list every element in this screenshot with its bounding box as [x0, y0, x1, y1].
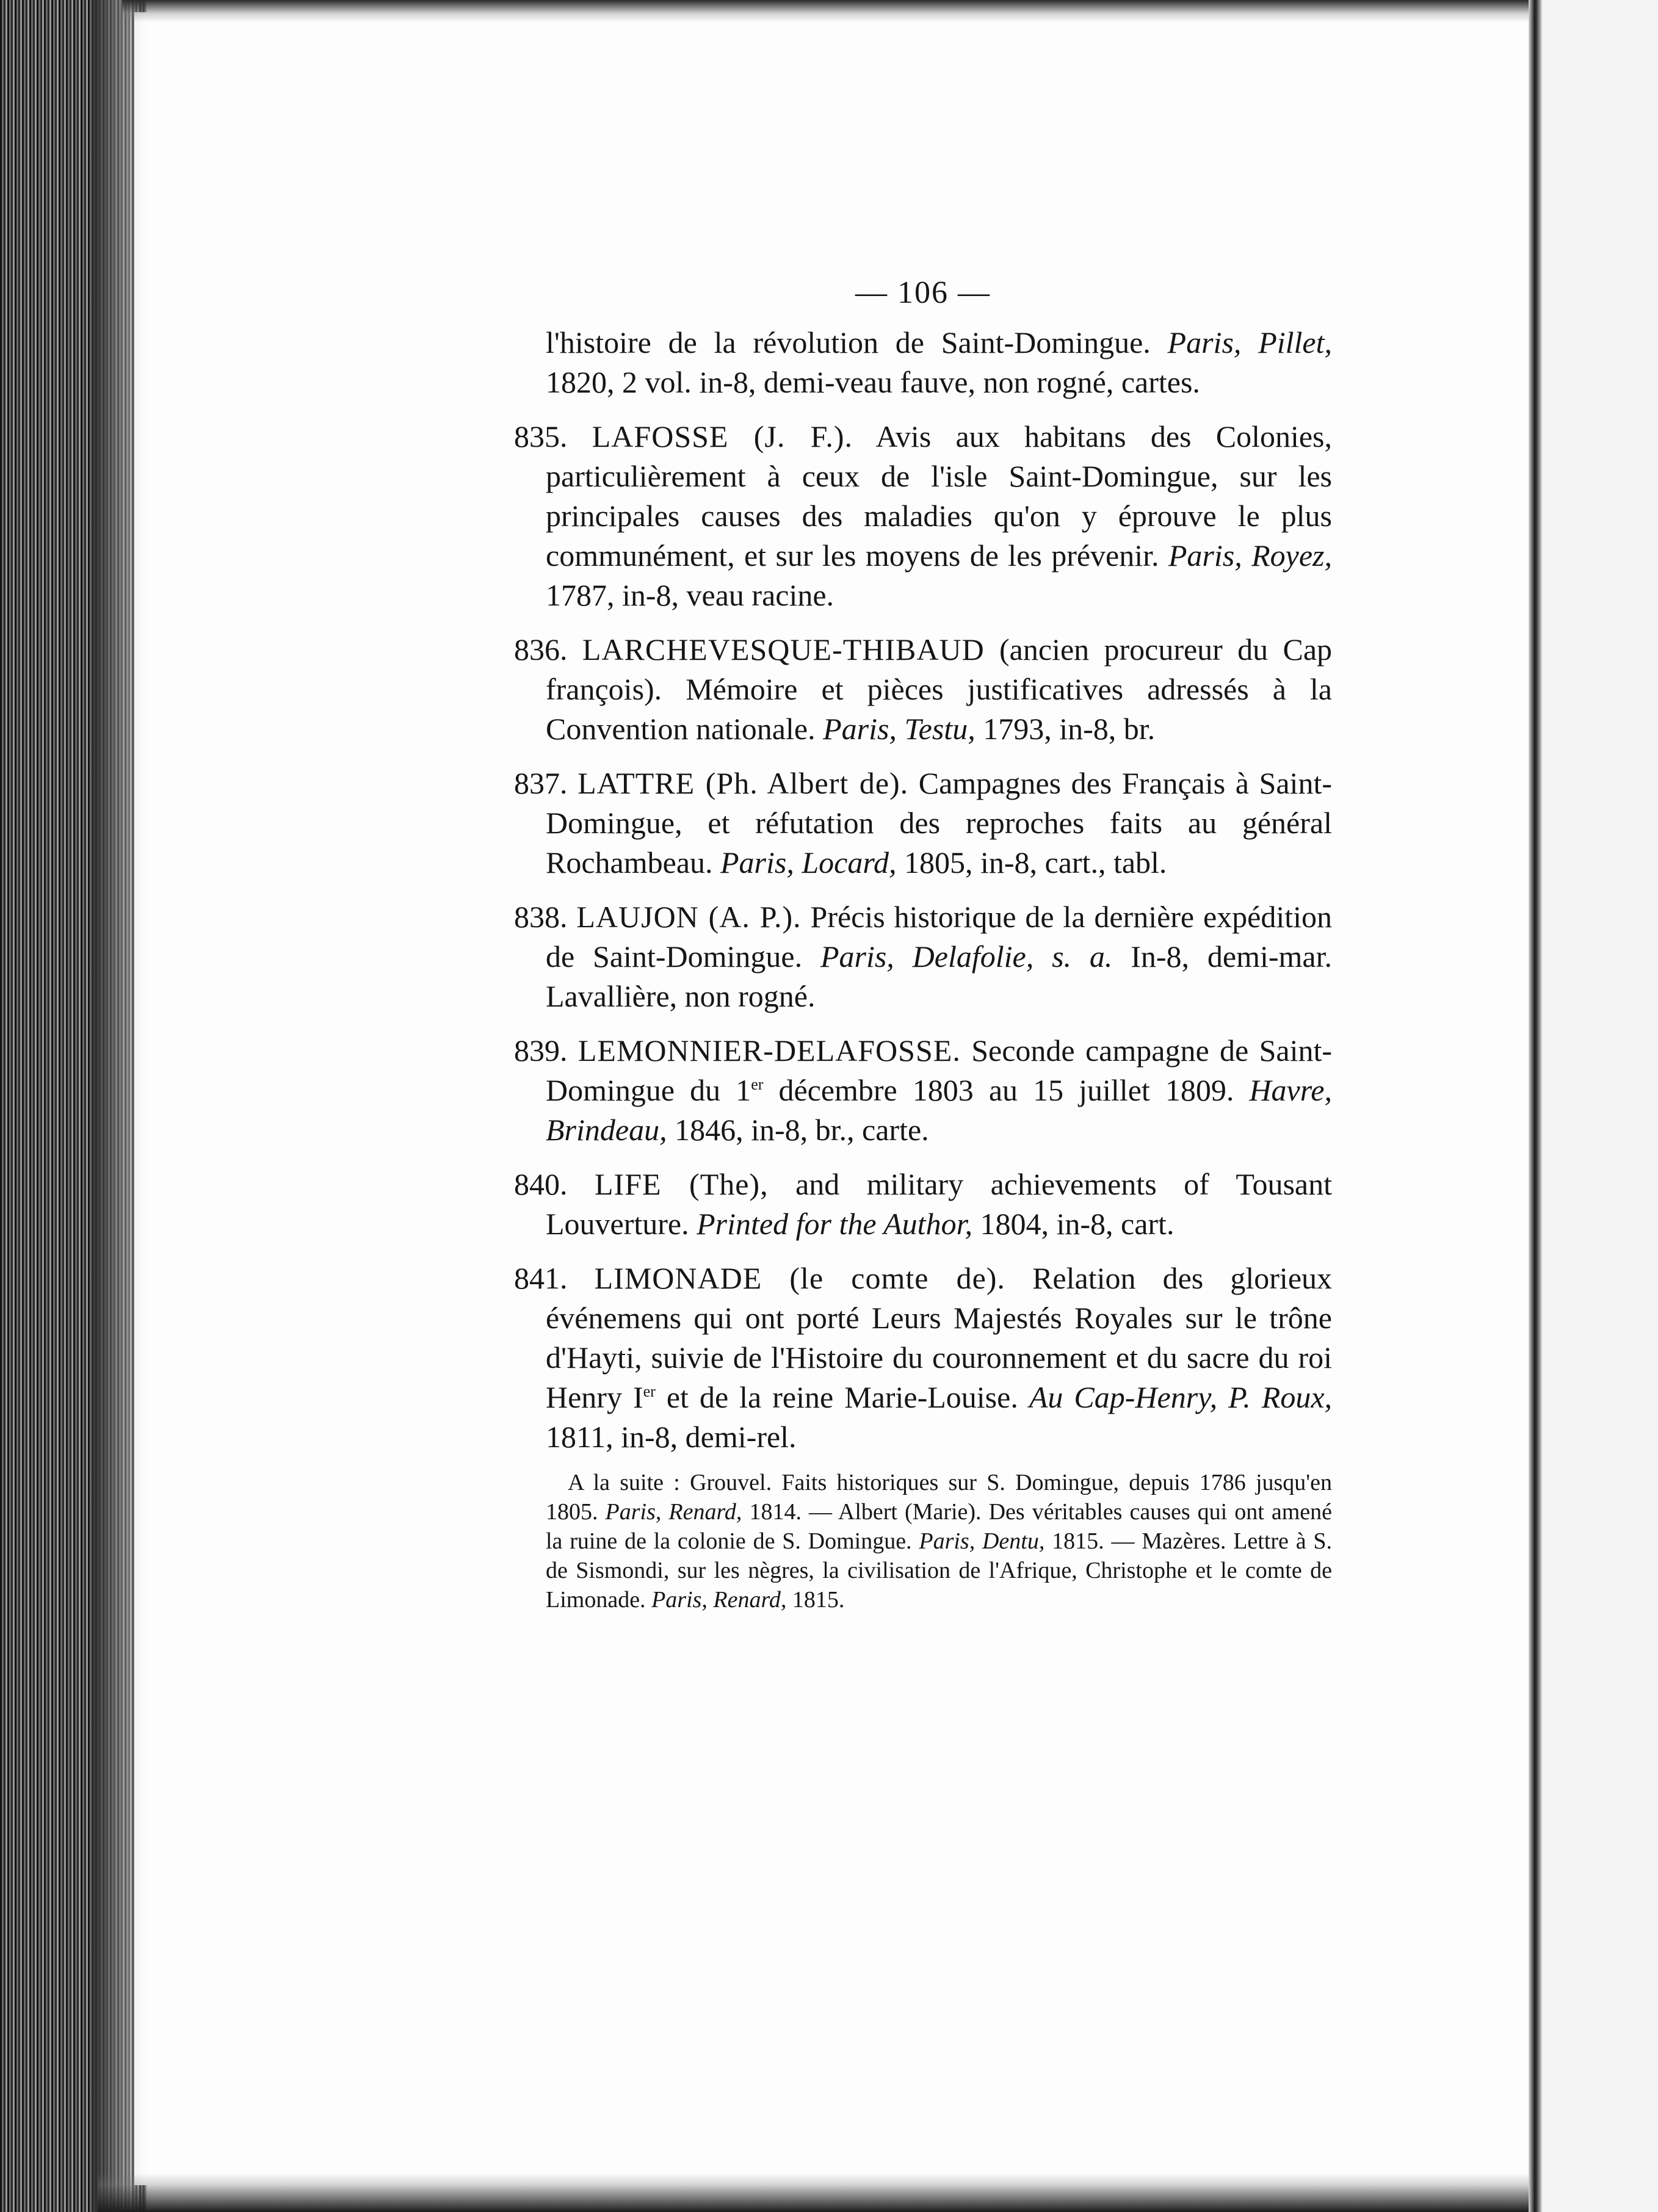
bibliography-entry-839 — [514, 1031, 1332, 1150]
bibliography-entry-840 — [514, 1165, 1332, 1244]
entry-note — [514, 1468, 1332, 1614]
note-imprint-3: Paris, Renard, — [651, 1587, 787, 1613]
entry-number: 841. — [514, 1261, 568, 1295]
superscript-er: er — [751, 1075, 764, 1093]
imprint-publisher: Printed for the Author, — [697, 1207, 972, 1241]
imprint-publisher: Pillet, — [1258, 325, 1332, 360]
note-text-4: 1815. — [792, 1587, 845, 1613]
page-number: — 106 — — [855, 275, 991, 310]
imprint-details: 1811, in-8, demi-rel. — [546, 1420, 797, 1454]
entry-title: and military achievements of Tousant Louverture. — [546, 1167, 1332, 1241]
imprint-publisher: Delafolie, s. a. — [912, 939, 1113, 974]
note-text-1: A la suite : Grouvel. Faits historiques sur S. Domingue, depuis 1786 jusqu'en 1805. — [546, 1470, 1332, 1525]
imprint-city: Havre, — [1249, 1073, 1333, 1107]
entry-title-part-b: décembre 1803 au 15 juillet 1809. — [763, 1073, 1234, 1107]
imprint-publisher: Royez, — [1251, 538, 1333, 573]
imprint-details: In-8, demi-mar. Lavallière, non rogné. — [546, 939, 1333, 1013]
superscript-er: er — [643, 1382, 656, 1400]
imprint-city: Paris, — [1168, 538, 1242, 573]
imprint-city: Paris, — [820, 939, 894, 974]
imprint-details: 1787, in-8, veau racine. — [546, 578, 834, 612]
entry-number: 840. — [514, 1167, 568, 1201]
bibliography-entry-837 — [514, 764, 1332, 883]
imprint-details: 1804, in-8, cart. — [980, 1207, 1175, 1241]
note-imprint-2: Paris, Dentu, — [919, 1528, 1045, 1554]
imprint-details: 1805, in-8, cart., tabl. — [903, 845, 1167, 880]
entry-title-part-a: Seconde campagne de Saint-Domingue du 1 — [546, 1033, 1333, 1107]
book-spine — [1529, 0, 1542, 2212]
note-imprint-1: Paris, Renard, — [605, 1499, 742, 1525]
entry-author: LAUJON (A. P.). — [576, 900, 802, 934]
entry-author: LIMONADE (le comte de). — [594, 1261, 1005, 1295]
imprint-city: Paris, — [720, 845, 794, 880]
continued-entry — [514, 323, 1332, 402]
imprint-city: Au Cap-Henry, — [1029, 1380, 1218, 1414]
entry-author: LIFE (The), — [595, 1167, 769, 1201]
entry-number: 835. — [514, 419, 568, 454]
text-column — [514, 275, 1332, 1638]
bibliography-entry-836 — [514, 630, 1332, 749]
entry-title: Précis historique de la dernière expédition de Saint-Domingue. — [546, 900, 1333, 974]
imprint-publisher: Locard, — [802, 845, 897, 880]
entry-title: Avis aux habitans des Colonies, particulièrement à ceux de l'isle Saint-Domingue, sur les principales causes des maladies qu'on y éprouve le plus communément, et sur les moyens de les prévenir. — [546, 419, 1333, 573]
entry-title: Campagnes des Français à Saint-Domingue, et réfutation des reproches faits au général Rochambeau. — [546, 766, 1332, 880]
page-top-shadow — [122, 0, 1536, 22]
entry-author: LEMONNIER-DELAFOSSE. — [577, 1033, 961, 1068]
entry-author: LAFOSSE (J. F.). — [592, 419, 853, 454]
entry-number: 838. — [514, 900, 568, 934]
entry-number: 839. — [514, 1033, 568, 1068]
page-bottom-shadow — [98, 2173, 1538, 2212]
entry-author: LATTRE (Ph. Albert de). — [577, 766, 909, 800]
imprint-details: 1846, in-8, br., carte. — [675, 1113, 929, 1147]
imprint-publisher: Brindeau, — [546, 1113, 667, 1147]
note-text-2: 1814. — Albert (Marie). Des véritables causes qui ont amené la ruine de la colonie de S. Domingue. — [546, 1499, 1333, 1554]
entry-number: 836. — [514, 632, 568, 667]
imprint-details: 1820, 2 vol. in-8, demi-veau fauve, non rogné, cartes. — [546, 365, 1200, 399]
imprint-city: Paris, — [1167, 325, 1242, 360]
imprint-details: 1793, in-8, br. — [983, 712, 1156, 746]
entry-title: (ancien procureur du Cap françois). Mémoire et pièces justificatives adressés à la Convention nationale. — [546, 632, 1333, 746]
imprint-city: Paris, — [823, 712, 897, 746]
bibliography-entry-838 — [514, 897, 1332, 1016]
entry-author: LARCHEVESQUE-THIBAUD — [582, 632, 985, 667]
continued-text: l'histoire de la révolution de Saint-Domingue. — [546, 325, 1151, 360]
facing-page — [1542, 0, 1658, 2212]
note-text-3: 1815. — Mazères. Lettre à S. de Sismondi, sur les nègres, la civilisation de l'Afrique, Christophe et le comte de Limonade. — [546, 1528, 1332, 1613]
entry-title-part-b: et de la reine Marie-Louise. — [655, 1380, 1018, 1414]
imprint-publisher: P. Roux, — [1228, 1380, 1333, 1414]
imprint-publisher: Testu, — [904, 712, 976, 746]
bibliography-entry-841 — [514, 1259, 1332, 1457]
entry-title-part-a: Relation des glorieux événemens qui ont porté Leurs Majestés Royales sur le trône d'Hayti, suivie de l'Histoire du couronnement et du sacre du roi Henry I — [546, 1261, 1333, 1414]
bibliography-entry-835 — [514, 417, 1332, 615]
entry-number: 837. — [514, 766, 568, 800]
gutter-shadow — [92, 0, 147, 2212]
